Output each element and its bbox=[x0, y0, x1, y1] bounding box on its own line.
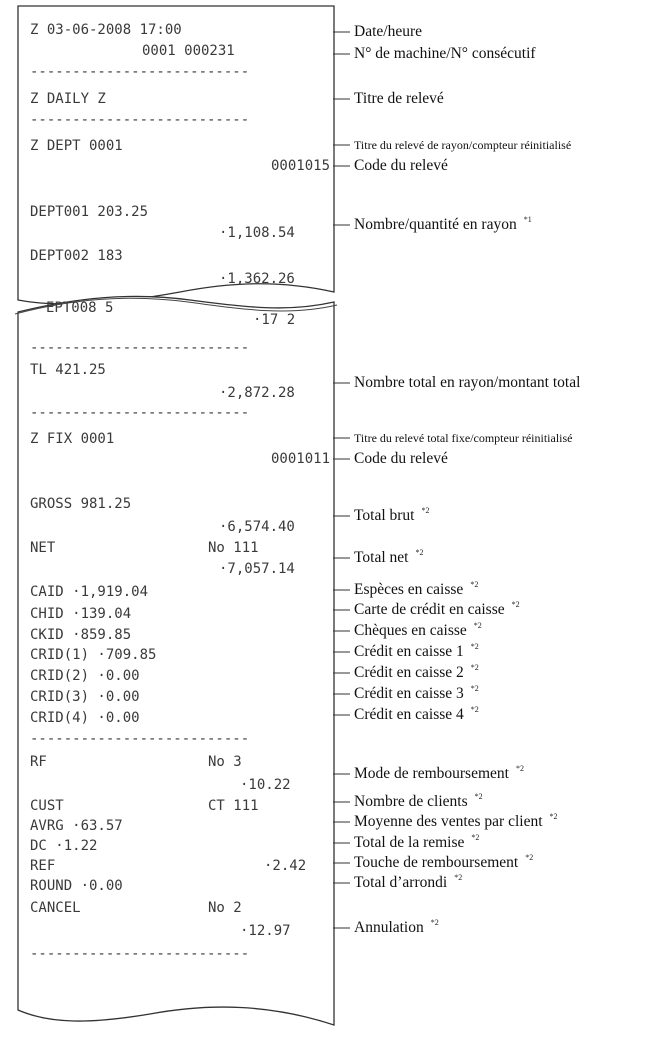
receipt-line: REF bbox=[30, 858, 56, 874]
receipt-line: GROSS 981.25 bbox=[30, 496, 132, 512]
receipt-line: 0001011 bbox=[271, 451, 331, 467]
annotation-label: Total brut bbox=[354, 507, 415, 524]
receipt-line: No 2 bbox=[208, 900, 242, 916]
receipt-line: 0001015 bbox=[271, 158, 331, 174]
annotation-label: Nombre/quantité en rayon bbox=[354, 216, 517, 233]
receipt-line: ·2.42 bbox=[264, 858, 307, 874]
annotation-label: Date/heure bbox=[354, 23, 422, 40]
footnote-marker: *2 bbox=[471, 833, 480, 842]
receipt-line: CAID ·1,919.04 bbox=[30, 584, 149, 600]
receipt-line: EPT008 5 bbox=[46, 300, 114, 316]
annotation-label: Mode de remboursement bbox=[354, 765, 509, 782]
receipt-line: -------------------------- bbox=[30, 64, 250, 80]
footnote-marker: *2 bbox=[470, 705, 479, 714]
annotation-label: N° de machine/N° consécutif bbox=[354, 45, 536, 62]
receipt-line: ·2,872.28 bbox=[219, 385, 295, 401]
annotation-label: Crédit en caisse 3 bbox=[354, 685, 464, 702]
annotation-label: Crédit en caisse 4 bbox=[354, 706, 464, 723]
receipt-line: ·7,057.14 bbox=[219, 561, 295, 577]
annotation-label: Espèces en caisse bbox=[354, 581, 464, 598]
footnote-marker: *2 bbox=[515, 764, 524, 773]
footnote-marker: *2 bbox=[525, 853, 534, 862]
footnote-marker: *1 bbox=[523, 215, 532, 224]
receipt-line: ·1,108.54 bbox=[219, 225, 295, 241]
receipt-line: ·10.22 bbox=[240, 777, 291, 793]
annotation-label: Titre du relevé total fixe/compteur réinitialisé bbox=[354, 431, 573, 445]
receipt-line: CKID ·859.85 bbox=[30, 627, 132, 643]
receipt-line: Z 03-06-2008 17:00 bbox=[30, 22, 182, 38]
receipt-line: CHID ·139.04 bbox=[30, 606, 132, 622]
receipt-line: DC ·1.22 bbox=[30, 838, 98, 854]
receipt-line: DEPT002 183 bbox=[30, 248, 123, 264]
annotation-label: Code du relevé bbox=[354, 450, 448, 467]
annotation-label: Annulation bbox=[354, 919, 424, 936]
footnote-marker: *2 bbox=[470, 642, 479, 651]
receipt-line: -------------------------- bbox=[30, 946, 250, 962]
annotation-label: Total d’arrondi bbox=[354, 874, 448, 891]
receipt-line: TL 421.25 bbox=[30, 362, 106, 378]
receipt-line: No 3 bbox=[208, 754, 242, 770]
annotation-label: Total de la remise bbox=[354, 834, 465, 851]
annotation-label: Touche de remboursement bbox=[354, 854, 519, 871]
annotation-label: Crédit en caisse 2 bbox=[354, 664, 464, 681]
annotation-label: Carte de crédit en caisse bbox=[354, 601, 505, 618]
receipt-line: Z DEPT 0001 bbox=[30, 138, 123, 154]
receipt-line: Z DAILY Z bbox=[30, 91, 106, 107]
annotation-label: Crédit en caisse 1 bbox=[354, 643, 464, 660]
footnote-marker: *2 bbox=[474, 792, 483, 801]
footnote-marker: *2 bbox=[473, 621, 482, 630]
annotation-label: Moyenne des ventes par client bbox=[354, 813, 543, 830]
annotation-label: Total net bbox=[354, 549, 409, 566]
receipt-line: NET bbox=[30, 540, 56, 556]
receipt-line: ·6,574.40 bbox=[219, 519, 295, 535]
receipt-torn-value: ·17 2 bbox=[253, 312, 296, 328]
receipt-line: -------------------------- bbox=[30, 405, 250, 421]
annotation-labels bbox=[333, 23, 580, 936]
annotation-label: Titre de relevé bbox=[354, 90, 444, 107]
footnote-marker: *2 bbox=[549, 812, 558, 821]
receipt-line: ·12.97 bbox=[240, 923, 291, 939]
footnote-marker: *2 bbox=[470, 663, 479, 672]
receipt-line: CT 111 bbox=[208, 798, 259, 814]
footnote-marker: *2 bbox=[511, 600, 520, 609]
footnote-marker: *2 bbox=[430, 918, 439, 927]
footnote-marker: *2 bbox=[470, 580, 479, 589]
receipt-line: AVRG ·63.57 bbox=[30, 818, 123, 834]
receipt-line: CRID(2) ·0.00 bbox=[30, 668, 140, 684]
annotation-label: Code du relevé bbox=[354, 157, 448, 174]
receipt-line: ·1,362.26 bbox=[219, 271, 295, 287]
receipt-line: CRID(3) ·0.00 bbox=[30, 689, 140, 705]
receipt-line: -------------------------- bbox=[30, 340, 250, 356]
receipt-line: CRID(4) ·0.00 bbox=[30, 710, 140, 726]
receipt-line: DEPT001 203.25 bbox=[30, 204, 149, 220]
receipt-line: CANCEL bbox=[30, 900, 81, 916]
receipt-line: -------------------------- bbox=[30, 112, 250, 128]
annotation-label: Nombre total en rayon/montant total bbox=[354, 374, 581, 391]
receipt-line: -------------------------- bbox=[30, 731, 250, 747]
receipt-line: RF bbox=[30, 754, 47, 770]
annotation-label: Chèques en caisse bbox=[354, 622, 467, 639]
footnote-marker: *2 bbox=[415, 548, 424, 557]
footnote-marker: *2 bbox=[470, 684, 479, 693]
receipt-line: 0001 000231 bbox=[142, 43, 235, 59]
receipt-line: CRID(1) ·709.85 bbox=[30, 647, 157, 663]
footnote-marker: *2 bbox=[454, 873, 463, 882]
annotation-label: Nombre de clients bbox=[354, 793, 468, 810]
footnote-marker: *2 bbox=[421, 506, 430, 515]
annotation-label: Titre du relevé de rayon/compteur réinitialisé bbox=[354, 138, 572, 152]
receipt-line: ROUND ·0.00 bbox=[30, 878, 123, 894]
receipt-line: No 111 bbox=[208, 540, 259, 556]
receipt-line: Z FIX 0001 bbox=[30, 431, 115, 447]
receipt-line: CUST bbox=[30, 798, 64, 814]
